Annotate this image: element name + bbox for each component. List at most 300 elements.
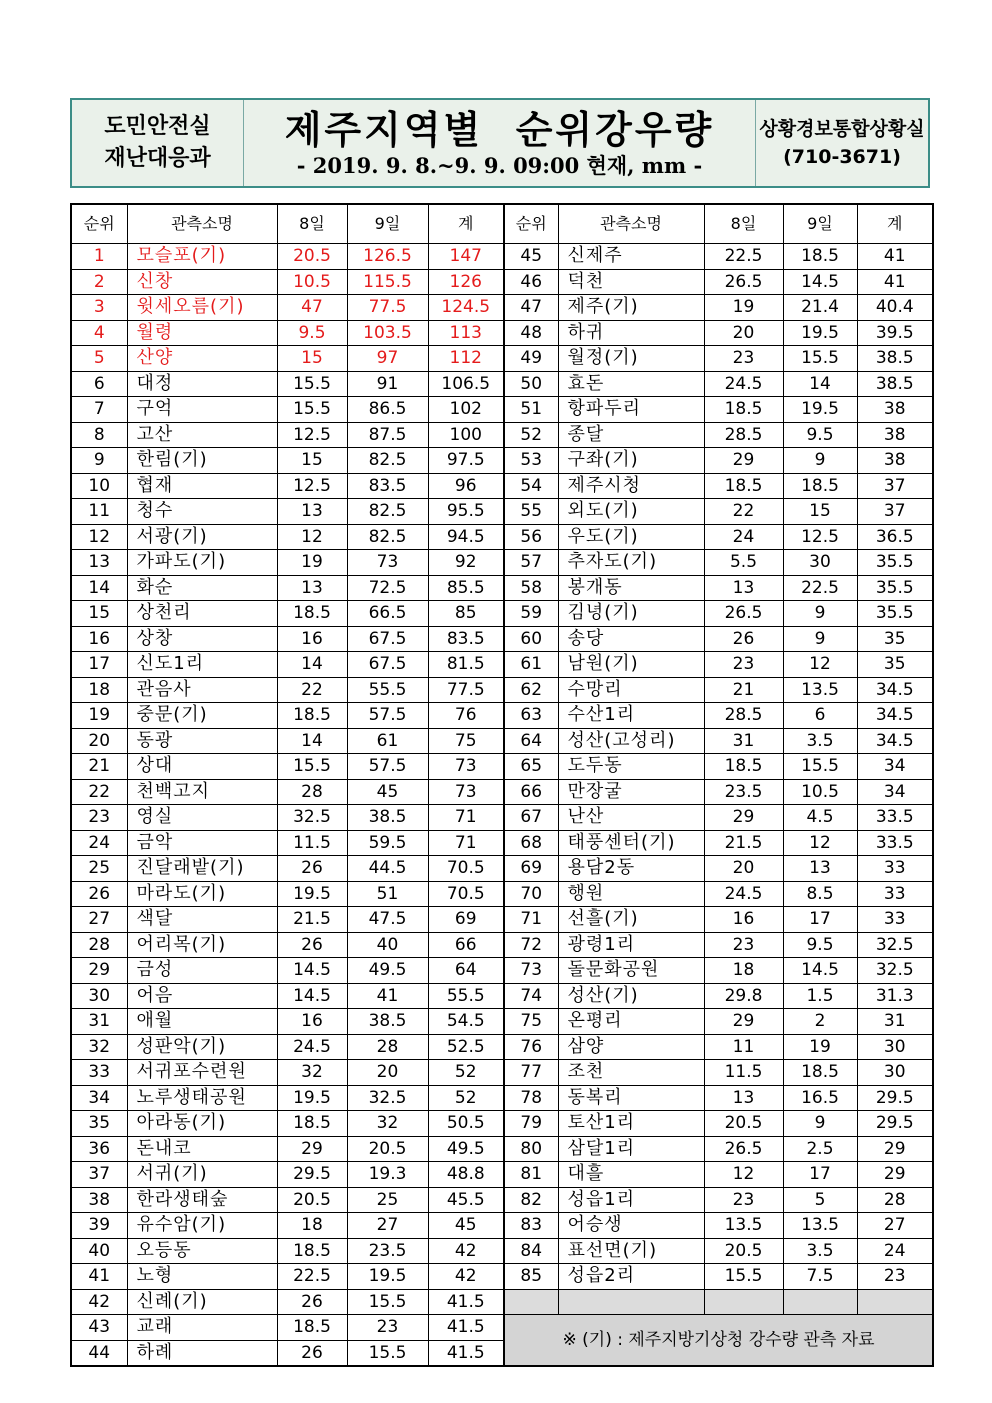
day9-cell: 23.5 xyxy=(347,1238,428,1264)
day9-cell: 126.5 xyxy=(347,244,428,270)
station-cell: 수망리 xyxy=(558,677,704,703)
day8-cell: 15 xyxy=(277,346,347,372)
table-row xyxy=(71,601,933,627)
total-cell: 35 xyxy=(857,626,933,652)
day8-cell: 26 xyxy=(277,932,347,958)
empty-cell xyxy=(558,1289,704,1315)
table-row xyxy=(71,1315,933,1341)
total-cell: 24 xyxy=(857,1238,933,1264)
day9-cell: 17 xyxy=(783,907,857,933)
day8-cell: 29.8 xyxy=(704,983,783,1009)
day9-cell: 47.5 xyxy=(347,907,428,933)
report-header xyxy=(70,98,930,188)
table-row xyxy=(71,524,933,550)
total-cell: 33 xyxy=(857,881,933,907)
page-title: 제주지역별 순위강우량 xyxy=(284,108,715,152)
day9-cell: 18.5 xyxy=(783,1060,857,1086)
rank-cell: 39 xyxy=(71,1213,127,1239)
total-cell: 31 xyxy=(857,1009,933,1035)
day8-cell: 18.5 xyxy=(277,1111,347,1137)
day9-cell: 14.5 xyxy=(783,958,857,984)
station-cell: 하례 xyxy=(127,1340,277,1366)
table-row xyxy=(71,830,933,856)
station-cell: 아라동(기) xyxy=(127,1111,277,1137)
rank-cell: 25 xyxy=(71,856,127,882)
day8-cell: 22.5 xyxy=(704,244,783,270)
station-cell: 토산1리 xyxy=(558,1111,704,1137)
table-row xyxy=(71,652,933,678)
day9-cell: 8.5 xyxy=(783,881,857,907)
day8-cell: 9.5 xyxy=(277,320,347,346)
total-cell: 41.5 xyxy=(428,1315,504,1341)
station-cell: 노형 xyxy=(127,1264,277,1290)
total-cell: 36.5 xyxy=(857,524,933,550)
table-row xyxy=(71,932,933,958)
station-cell: 상창 xyxy=(127,626,277,652)
total-cell: 106.5 xyxy=(428,371,504,397)
total-cell: 66 xyxy=(428,932,504,958)
station-cell: 삼달1리 xyxy=(558,1136,704,1162)
total-cell: 100 xyxy=(428,422,504,448)
day9-cell: 20.5 xyxy=(347,1136,428,1162)
total-cell: 32.5 xyxy=(857,932,933,958)
rank-cell: 76 xyxy=(504,1034,558,1060)
station-cell: 월령 xyxy=(127,320,277,346)
station-cell: 수산1리 xyxy=(558,703,704,729)
table-row xyxy=(71,550,933,576)
station-cell: 구억 xyxy=(127,397,277,423)
day9-cell: 9 xyxy=(783,448,857,474)
day9-cell: 38.5 xyxy=(347,1009,428,1035)
day8-cell: 18.5 xyxy=(704,397,783,423)
station-cell: 서광(기) xyxy=(127,524,277,550)
table-row xyxy=(71,805,933,831)
day8-cell: 11 xyxy=(704,1034,783,1060)
total-cell: 23 xyxy=(857,1264,933,1290)
day9-cell: 16.5 xyxy=(783,1085,857,1111)
day9-cell: 30 xyxy=(783,550,857,576)
header-station: 관측소명 xyxy=(558,204,704,244)
total-cell: 76 xyxy=(428,703,504,729)
total-cell: 38 xyxy=(857,397,933,423)
rank-cell: 65 xyxy=(504,754,558,780)
table-row xyxy=(71,779,933,805)
footnote: ※ (기) : 제주지방기상청 강수량 관측 자료 xyxy=(504,1315,933,1367)
period-subtitle: - 2019. 9. 8.~9. 9. 09:00 현재, mm - xyxy=(296,153,703,178)
day9-cell: 7.5 xyxy=(783,1264,857,1290)
station-cell: 외도(기) xyxy=(558,499,704,525)
station-cell: 산양 xyxy=(127,346,277,372)
station-cell: 구좌(기) xyxy=(558,448,704,474)
day8-cell: 29 xyxy=(704,448,783,474)
day8-cell: 28.5 xyxy=(704,703,783,729)
table-row xyxy=(71,1187,933,1213)
day8-cell: 16 xyxy=(277,626,347,652)
rank-cell: 26 xyxy=(71,881,127,907)
station-cell: 화순 xyxy=(127,575,277,601)
day8-cell: 20.5 xyxy=(277,1187,347,1213)
day8-cell: 13 xyxy=(704,1085,783,1111)
rank-cell: 85 xyxy=(504,1264,558,1290)
station-cell: 청수 xyxy=(127,499,277,525)
day8-cell: 18.5 xyxy=(277,1315,347,1341)
station-cell: 상대 xyxy=(127,754,277,780)
team-name: 재난대응과 xyxy=(104,146,211,171)
day8-cell: 20 xyxy=(704,320,783,346)
rank-cell: 45 xyxy=(504,244,558,270)
total-cell: 34.5 xyxy=(857,728,933,754)
station-cell: 조천 xyxy=(558,1060,704,1086)
day8-cell: 22 xyxy=(277,677,347,703)
rank-cell: 14 xyxy=(71,575,127,601)
day9-cell: 38.5 xyxy=(347,805,428,831)
rank-cell: 42 xyxy=(71,1289,127,1315)
table-row xyxy=(71,1162,933,1188)
day9-cell: 15.5 xyxy=(347,1340,428,1366)
day9-cell: 15.5 xyxy=(347,1289,428,1315)
table-row xyxy=(71,346,933,372)
station-cell: 돌문화공원 xyxy=(558,958,704,984)
rank-cell: 68 xyxy=(504,830,558,856)
total-cell: 55.5 xyxy=(428,983,504,1009)
total-cell: 33 xyxy=(857,856,933,882)
total-cell: 94.5 xyxy=(428,524,504,550)
day8-cell: 26.5 xyxy=(704,269,783,295)
day9-cell: 19.5 xyxy=(347,1264,428,1290)
table-row xyxy=(71,473,933,499)
day9-cell: 9.5 xyxy=(783,932,857,958)
day8-cell: 15.5 xyxy=(277,371,347,397)
rank-cell: 77 xyxy=(504,1060,558,1086)
day8-cell: 23 xyxy=(704,346,783,372)
table-row xyxy=(71,422,933,448)
station-cell: 우도(기) xyxy=(558,524,704,550)
rank-cell: 71 xyxy=(504,907,558,933)
day9-cell: 13.5 xyxy=(783,1213,857,1239)
total-cell: 35.5 xyxy=(857,550,933,576)
day8-cell: 12.5 xyxy=(277,422,347,448)
total-cell: 75 xyxy=(428,728,504,754)
rank-cell: 40 xyxy=(71,1238,127,1264)
day9-cell: 59.5 xyxy=(347,830,428,856)
day9-cell: 87.5 xyxy=(347,422,428,448)
rank-cell: 43 xyxy=(71,1315,127,1341)
office-phone: (710-3671) xyxy=(783,146,901,168)
day8-cell: 16 xyxy=(277,1009,347,1035)
header-day8: 8일 xyxy=(277,204,347,244)
rank-cell: 32 xyxy=(71,1034,127,1060)
rank-cell: 37 xyxy=(71,1162,127,1188)
day8-cell: 14.5 xyxy=(277,983,347,1009)
rank-cell: 17 xyxy=(71,652,127,678)
day9-cell: 83.5 xyxy=(347,473,428,499)
station-cell: 월정(기) xyxy=(558,346,704,372)
day9-cell: 3.5 xyxy=(783,1238,857,1264)
rainfall-table xyxy=(70,203,934,1367)
station-cell: 신례(기) xyxy=(127,1289,277,1315)
day8-cell: 18 xyxy=(277,1213,347,1239)
office-name: 상황경보통합상황실 xyxy=(759,118,925,140)
total-cell: 32.5 xyxy=(857,958,933,984)
station-cell: 성판악(기) xyxy=(127,1034,277,1060)
header-rank: 순위 xyxy=(504,204,558,244)
rank-cell: 49 xyxy=(504,346,558,372)
rank-cell: 34 xyxy=(71,1085,127,1111)
total-cell: 42 xyxy=(428,1238,504,1264)
day9-cell: 40 xyxy=(347,932,428,958)
station-cell: 표선면(기) xyxy=(558,1238,704,1264)
station-cell: 어음 xyxy=(127,983,277,1009)
total-cell: 35 xyxy=(857,652,933,678)
day8-cell: 28 xyxy=(277,779,347,805)
rank-cell: 64 xyxy=(504,728,558,754)
rank-cell: 9 xyxy=(71,448,127,474)
station-cell: 하귀 xyxy=(558,320,704,346)
title-block xyxy=(244,100,756,186)
station-cell: 천백고지 xyxy=(127,779,277,805)
day8-cell: 26.5 xyxy=(704,1136,783,1162)
rank-cell: 15 xyxy=(71,601,127,627)
day9-cell: 20 xyxy=(347,1060,428,1086)
rank-cell: 47 xyxy=(504,295,558,321)
day9-cell: 44.5 xyxy=(347,856,428,882)
total-cell: 34.5 xyxy=(857,677,933,703)
station-cell: 한림(기) xyxy=(127,448,277,474)
day8-cell: 29 xyxy=(277,1136,347,1162)
station-cell: 윗세오름(기) xyxy=(127,295,277,321)
day8-cell: 29 xyxy=(704,805,783,831)
day9-cell: 9.5 xyxy=(783,422,857,448)
rank-cell: 67 xyxy=(504,805,558,831)
total-cell: 40.4 xyxy=(857,295,933,321)
total-cell: 45 xyxy=(428,1213,504,1239)
day9-cell: 12 xyxy=(783,652,857,678)
total-cell: 29.5 xyxy=(857,1085,933,1111)
day8-cell: 18.5 xyxy=(277,703,347,729)
rank-cell: 59 xyxy=(504,601,558,627)
rank-cell: 62 xyxy=(504,677,558,703)
rank-cell: 46 xyxy=(504,269,558,295)
day9-cell: 15.5 xyxy=(783,346,857,372)
table-row xyxy=(71,728,933,754)
table-row xyxy=(71,1009,933,1035)
station-cell: 온평리 xyxy=(558,1009,704,1035)
rank-cell: 18 xyxy=(71,677,127,703)
station-cell: 신창 xyxy=(127,269,277,295)
station-cell: 항파두리 xyxy=(558,397,704,423)
total-cell: 41 xyxy=(857,244,933,270)
table-body xyxy=(71,244,933,1367)
day8-cell: 5.5 xyxy=(704,550,783,576)
rank-cell: 41 xyxy=(71,1264,127,1290)
table-row xyxy=(71,754,933,780)
station-cell: 삼양 xyxy=(558,1034,704,1060)
table-row xyxy=(71,677,933,703)
table-row xyxy=(71,320,933,346)
station-cell: 어승생 xyxy=(558,1213,704,1239)
rank-cell: 52 xyxy=(504,422,558,448)
total-cell: 38 xyxy=(857,422,933,448)
day9-cell: 32.5 xyxy=(347,1085,428,1111)
rank-cell: 73 xyxy=(504,958,558,984)
header-day9: 9일 xyxy=(347,204,428,244)
total-cell: 38.5 xyxy=(857,371,933,397)
day9-cell: 82.5 xyxy=(347,524,428,550)
table-row xyxy=(71,499,933,525)
total-cell: 77.5 xyxy=(428,677,504,703)
station-cell: 종달 xyxy=(558,422,704,448)
table-row xyxy=(71,907,933,933)
rank-cell: 2 xyxy=(71,269,127,295)
day9-cell: 61 xyxy=(347,728,428,754)
day9-cell: 12.5 xyxy=(783,524,857,550)
day9-cell: 57.5 xyxy=(347,754,428,780)
rank-cell: 7 xyxy=(71,397,127,423)
day8-cell: 24.5 xyxy=(704,881,783,907)
total-cell: 96 xyxy=(428,473,504,499)
station-cell: 서귀(기) xyxy=(127,1162,277,1188)
day9-cell: 13 xyxy=(783,856,857,882)
header-day9: 9일 xyxy=(783,204,857,244)
rank-cell: 11 xyxy=(71,499,127,525)
total-cell: 95.5 xyxy=(428,499,504,525)
day8-cell: 29.5 xyxy=(277,1162,347,1188)
day9-cell: 9 xyxy=(783,601,857,627)
day8-cell: 31 xyxy=(704,728,783,754)
table-row xyxy=(71,244,933,270)
total-cell: 29 xyxy=(857,1136,933,1162)
rank-cell: 70 xyxy=(504,881,558,907)
day9-cell: 13.5 xyxy=(783,677,857,703)
rank-cell: 8 xyxy=(71,422,127,448)
station-cell: 선흘(기) xyxy=(558,907,704,933)
department-block xyxy=(72,100,244,186)
day9-cell: 91 xyxy=(347,371,428,397)
station-cell: 동광 xyxy=(127,728,277,754)
day8-cell: 29 xyxy=(704,1009,783,1035)
day8-cell: 18 xyxy=(704,958,783,984)
station-cell: 성읍2리 xyxy=(558,1264,704,1290)
table-row xyxy=(71,448,933,474)
station-cell: 관음사 xyxy=(127,677,277,703)
day9-cell: 27 xyxy=(347,1213,428,1239)
day8-cell: 12 xyxy=(277,524,347,550)
rank-cell: 13 xyxy=(71,550,127,576)
day8-cell: 21.5 xyxy=(277,907,347,933)
day9-cell: 3.5 xyxy=(783,728,857,754)
station-cell: 신제주 xyxy=(558,244,704,270)
station-cell: 마라도(기) xyxy=(127,881,277,907)
rank-cell: 23 xyxy=(71,805,127,831)
station-cell: 영실 xyxy=(127,805,277,831)
day8-cell: 13 xyxy=(277,575,347,601)
total-cell: 45.5 xyxy=(428,1187,504,1213)
rank-cell: 35 xyxy=(71,1111,127,1137)
station-cell: 성산(기) xyxy=(558,983,704,1009)
table-row xyxy=(71,575,933,601)
day9-cell: 19.5 xyxy=(783,320,857,346)
day9-cell: 14.5 xyxy=(783,269,857,295)
total-cell: 27 xyxy=(857,1213,933,1239)
table-row xyxy=(71,1213,933,1239)
day8-cell: 13 xyxy=(704,575,783,601)
day9-cell: 2.5 xyxy=(783,1136,857,1162)
station-cell: 광령1리 xyxy=(558,932,704,958)
rank-cell: 21 xyxy=(71,754,127,780)
day8-cell: 11.5 xyxy=(704,1060,783,1086)
day8-cell: 11.5 xyxy=(277,830,347,856)
station-cell: 교래 xyxy=(127,1315,277,1341)
total-cell: 113 xyxy=(428,320,504,346)
day8-cell: 28.5 xyxy=(704,422,783,448)
rank-cell: 51 xyxy=(504,397,558,423)
rank-cell: 48 xyxy=(504,320,558,346)
rank-cell: 12 xyxy=(71,524,127,550)
day9-cell: 6 xyxy=(783,703,857,729)
station-cell: 추자도(기) xyxy=(558,550,704,576)
station-cell: 도두동 xyxy=(558,754,704,780)
station-cell: 돈내코 xyxy=(127,1136,277,1162)
day8-cell: 26 xyxy=(277,1289,347,1315)
total-cell: 85 xyxy=(428,601,504,627)
total-cell: 33 xyxy=(857,907,933,933)
rank-cell: 30 xyxy=(71,983,127,1009)
total-cell: 41.5 xyxy=(428,1289,504,1315)
department-name: 도민안전실 xyxy=(104,114,211,139)
total-cell: 54.5 xyxy=(428,1009,504,1035)
total-cell: 31.3 xyxy=(857,983,933,1009)
rank-cell: 19 xyxy=(71,703,127,729)
station-cell: 성산(고성리) xyxy=(558,728,704,754)
table-row xyxy=(71,371,933,397)
day9-cell: 23 xyxy=(347,1315,428,1341)
day9-cell: 1.5 xyxy=(783,983,857,1009)
station-cell: 만장굴 xyxy=(558,779,704,805)
day9-cell: 86.5 xyxy=(347,397,428,423)
day8-cell: 13.5 xyxy=(704,1213,783,1239)
total-cell: 70.5 xyxy=(428,881,504,907)
day8-cell: 23 xyxy=(704,1187,783,1213)
station-cell: 애월 xyxy=(127,1009,277,1035)
station-cell: 금성 xyxy=(127,958,277,984)
day8-cell: 18.5 xyxy=(704,754,783,780)
table-row xyxy=(71,1111,933,1137)
day8-cell: 26 xyxy=(277,1340,347,1366)
rank-cell: 28 xyxy=(71,932,127,958)
total-cell: 49.5 xyxy=(428,1136,504,1162)
day8-cell: 22 xyxy=(704,499,783,525)
day9-cell: 67.5 xyxy=(347,626,428,652)
empty-cell xyxy=(704,1289,783,1315)
total-cell: 48.8 xyxy=(428,1162,504,1188)
rank-cell: 53 xyxy=(504,448,558,474)
total-cell: 71 xyxy=(428,830,504,856)
header-total: 계 xyxy=(428,204,504,244)
day9-cell: 17 xyxy=(783,1162,857,1188)
day9-cell: 19 xyxy=(783,1034,857,1060)
day8-cell: 32 xyxy=(277,1060,347,1086)
day8-cell: 10.5 xyxy=(277,269,347,295)
table-header-row xyxy=(71,204,933,244)
total-cell: 34.5 xyxy=(857,703,933,729)
rank-cell: 66 xyxy=(504,779,558,805)
day9-cell: 55.5 xyxy=(347,677,428,703)
station-cell: 노루생태공원 xyxy=(127,1085,277,1111)
table-row xyxy=(71,1264,933,1290)
empty-cell xyxy=(504,1289,558,1315)
station-cell: 대흘 xyxy=(558,1162,704,1188)
rank-cell: 44 xyxy=(71,1340,127,1366)
